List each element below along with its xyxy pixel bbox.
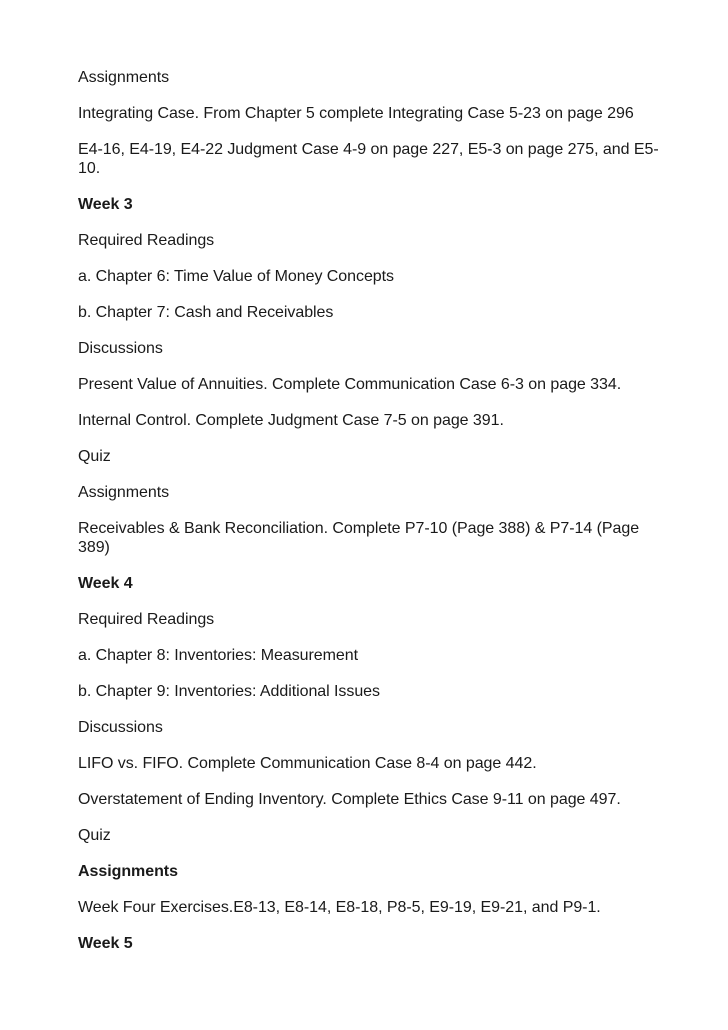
paragraph-quiz: Quiz — [78, 448, 111, 465]
paragraph-chapter-6: a. Chapter 6: Time Value of Money Concepts — [78, 268, 394, 285]
heading-week-4: Week 4 — [78, 575, 133, 592]
paragraph-receivables-bank-reconciliation: Receivables & Bank Reconciliation. Complete P7-10 (Page 388) & P7-14 (Page 389) — [78, 520, 640, 556]
paragraph-required-readings: Required Readings — [78, 232, 215, 249]
paragraph-integrating-case: Integrating Case. From Chapter 5 complete Integrating Case 5-23 on page 296 — [78, 105, 634, 122]
paragraph-chapter-8: a. Chapter 8: Inventories: Measurement — [78, 647, 359, 664]
paragraph-present-value-annuities: Present Value of Annuities. Complete Communication Case 6-3 on page 334. — [78, 376, 622, 393]
heading-assignments: Assignments — [78, 863, 178, 880]
paragraph-internal-control: Internal Control. Complete Judgment Case 7-5 on page 391. — [78, 412, 504, 429]
paragraph-chapter-9: b. Chapter 9: Inventories: Additional Issues — [78, 683, 380, 700]
paragraph-overstatement-ending-inventory: Overstatement of Ending Inventory. Complete Ethics Case 9-11 on page 497. — [78, 791, 621, 808]
document-body — [78, 68, 678, 970]
paragraph-discussions: Discussions — [78, 719, 163, 736]
heading-week-5: Week 5 — [78, 935, 133, 952]
paragraph-quiz: Quiz — [78, 827, 111, 844]
paragraph-exercises-list: E4-16, E4-19, E4-22 Judgment Case 4-9 on page 227, E5-3 on page 275, and E5-10. — [78, 141, 659, 177]
paragraph-discussions: Discussions — [78, 340, 163, 357]
paragraph-lifo-vs-fifo: LIFO vs. FIFO. Complete Communication Case 8-4 on page 442. — [78, 755, 537, 772]
paragraph-assignments: Assignments — [78, 69, 170, 86]
paragraph-assignments: Assignments — [78, 484, 170, 501]
heading-week-3: Week 3 — [78, 196, 133, 213]
paragraph-week-four-exercises: Week Four Exercises.E8-13, E8-14, E8-18, P8-5, E9-19, E9-21, and P9-1. — [78, 899, 601, 916]
paragraph-chapter-7: b. Chapter 7: Cash and Receivables — [78, 304, 334, 321]
paragraph-required-readings: Required Readings — [78, 611, 215, 628]
